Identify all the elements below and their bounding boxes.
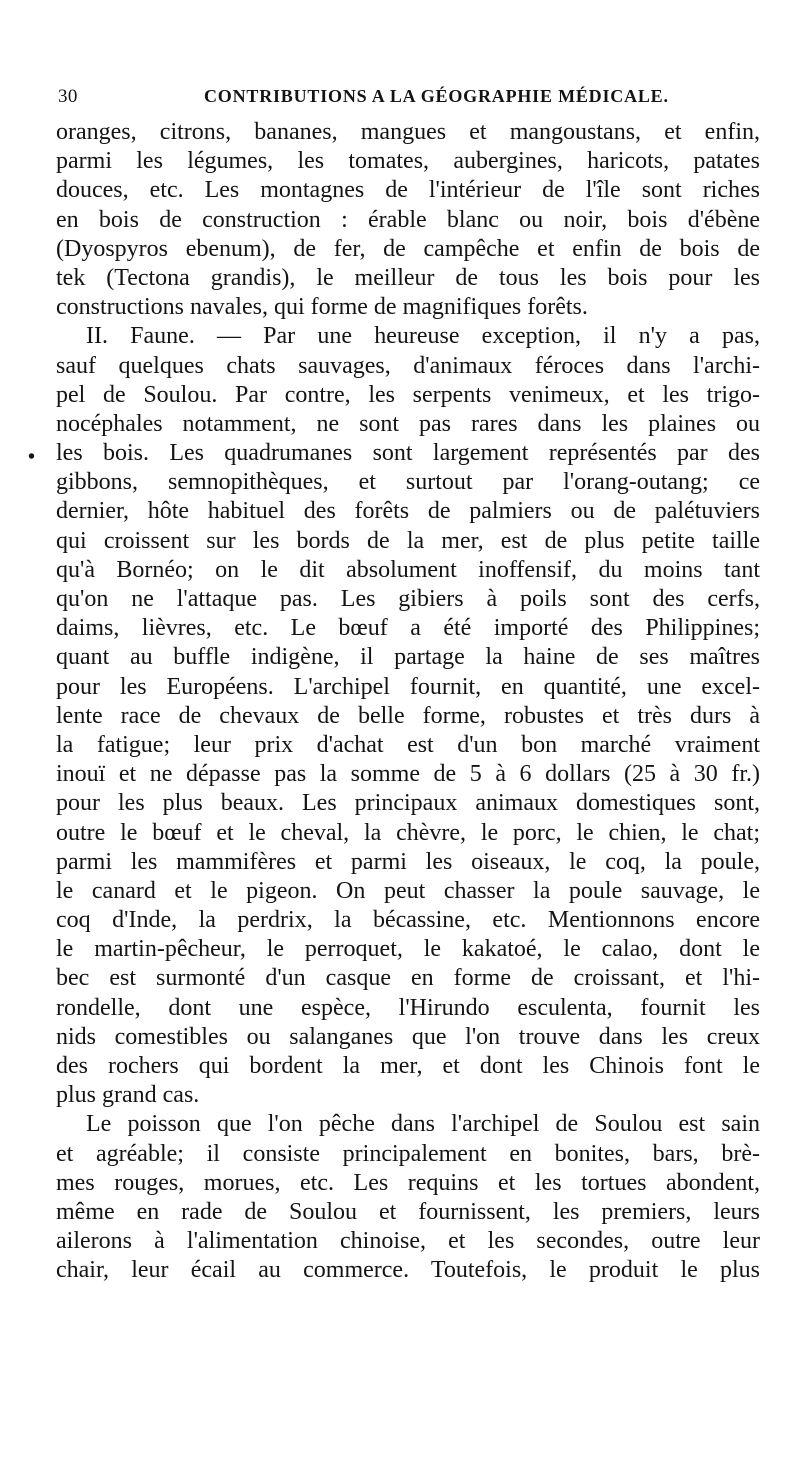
text-line: nids comestibles ou salanganes que l'on trouve dans les creux [56,1023,760,1050]
text-line: parmi les légumes, les tomates, aubergines, haricots, patates [56,148,760,175]
text-line: qui croissent sur les bords de la mer, est de plus petite taille [56,527,760,554]
text-line: et agréable; il consiste principalement en bonites, bars, brè- [56,1140,760,1167]
text-line: outre le bœuf et le cheval, la chèvre, le porc, le chien, le chat; [56,819,760,846]
text-line: rondelle, dont une espèce, l'Hirundo esculenta, fournit les [56,994,760,1021]
text-line: tek (Tectona grandis), le meilleur de tous les bois pour les [56,264,760,291]
text-line: lente race de chevaux de belle forme, robustes et très durs à [56,702,760,729]
text-line: chair, leur écail au commerce. Toutefois, le produit le plus [56,1257,760,1284]
text-line: quant au buffle indigène, il partage la haine de ses maîtres [56,644,760,671]
text-line: des rochers qui bordent la mer, et dont les Chinois font le [56,1053,760,1079]
text-line: pel de Soulou. Par contre, les serpents venimeux, et les trigo- [56,381,760,408]
text-line: daims, lièvres, etc. Le bœuf a été importé des Philippines; [56,615,760,642]
text-line: sauf quelques chats sauvages, d'animaux féroces dans l'archi- [56,352,760,379]
text-line: oranges, citrons, bananes, mangues et mangoustans, et enfin, [56,119,760,145]
text-line: constructions navales, qui forme de magnifiques forêts. [56,294,588,321]
text-line: le canard et le pigeon. On peut chasser la poule sauvage, le [56,877,760,904]
text-line: gibbons, semnopithèques, et surtout par l'orang-outang; ce [56,469,760,496]
running-title: CONTRIBUTIONS A LA GÉOGRAPHIE MÉDICALE. [204,86,669,106]
text-line: pour les Européens. L'archipel fournit, en quantité, une excel- [56,673,760,700]
text-line: ailerons à l'alimentation chinoise, et les secondes, outre leur [56,1228,760,1255]
text-line: qu'on ne l'attaque pas. Les gibiers à poils sont des cerfs, [56,586,760,612]
text-line: même en rade de Soulou et fournissent, les premiers, leurs [56,1198,760,1225]
text-line: plus grand cas. [56,1082,200,1109]
section-heading-line: II. Faune. — Par une heureuse exception, il n'y a pas, [86,323,760,350]
text-line: les bois. Les quadrumanes sont largement représentés par des [56,440,760,467]
text-line: mes rouges, morues, etc. Les requins et les tortues abondent, [56,1169,760,1196]
text-line: (Dyospyros ebenum), de fer, de campêche et enfin de bois de [56,235,760,262]
text-line: inouï et ne dépasse pas la somme de 5 à 6 dollars (25 à 30 fr.) [56,761,760,788]
text-line: qu'à Bornéo; on le dit absolument inoffensif, du moins tant [56,556,760,583]
text-line: nocéphales notamment, ne sont pas rares dans les plaines ou [56,410,760,437]
page-number: 30 [58,86,78,107]
text-line: douces, etc. Les montagnes de l'intérieur de l'île sont riches [56,177,760,204]
text-line: dernier, hôte habituel des forêts de palmiers ou de palétuviers [56,498,760,525]
page-header [58,86,760,116]
text-line: bec est surmonté d'un casque en forme de croissant, et l'hi- [56,965,760,992]
text-line: parmi les mammifères et parmi les oiseaux, le coq, la poule, [56,848,760,875]
text-line: en bois de construction : érable blanc ou noir, bois d'ébène [56,206,760,233]
margin-mark: • [28,446,36,468]
body-text [56,118,760,1286]
text-line: coq d'Inde, la perdrix, la bécassine, etc. Mentionnons encore [56,907,760,934]
text-line: la fatigue; leur prix d'achat est d'un bon marché vraiment [56,731,760,758]
text-line: le martin-pêcheur, le perroquet, le kakatoé, le calao, dont le [56,936,760,963]
paragraph-start-line: Le poisson que l'on pêche dans l'archipel de Soulou est sain [86,1111,760,1138]
text-line: pour les plus beaux. Les principaux animaux domestiques sont, [56,790,760,817]
